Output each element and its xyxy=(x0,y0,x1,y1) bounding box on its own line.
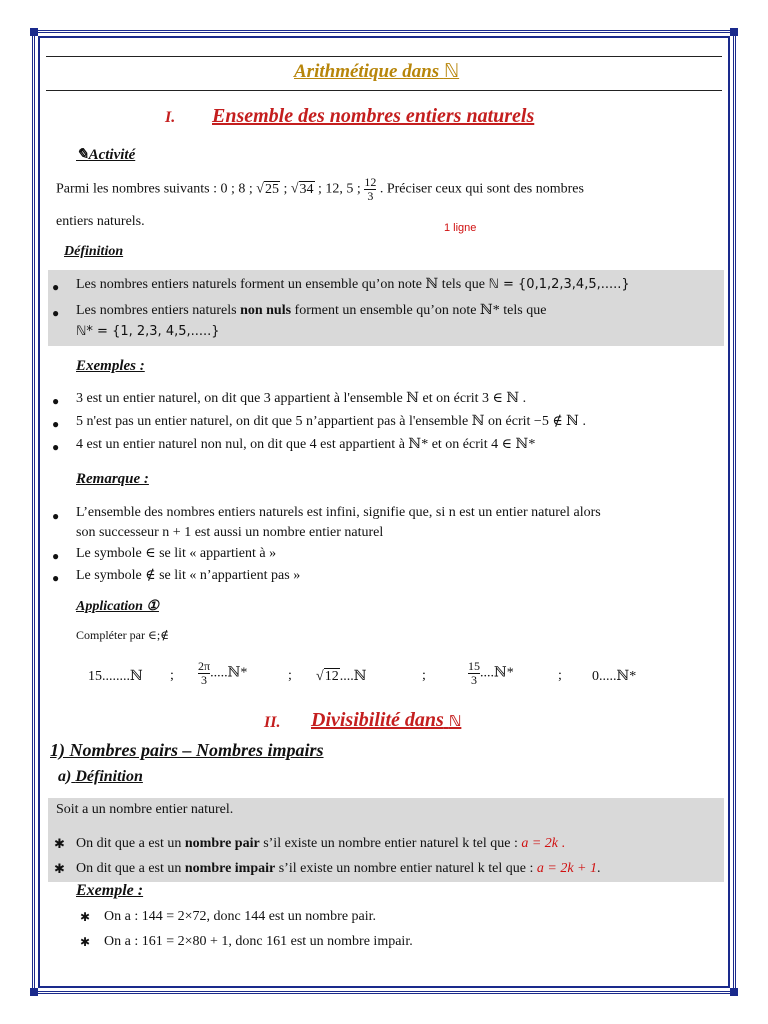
frame-corner xyxy=(30,988,38,996)
exercise-item-1: 15........ℕ xyxy=(88,669,143,684)
parity-even-equation: a = 2k xyxy=(521,836,559,851)
activite-line1 xyxy=(56,176,584,203)
subsection-title: Nombres pairs – Nombres impairs xyxy=(69,740,324,760)
page-title-set: ℕ xyxy=(443,60,460,82)
fraction xyxy=(468,660,480,687)
bullet: ● xyxy=(52,440,60,454)
exemple-even: On a : 144 = 2×72, donc 144 est un nombre pair. xyxy=(104,909,377,924)
parity-text: On dit que a est un xyxy=(76,836,182,851)
bullet: ● xyxy=(52,509,60,523)
exercise-item-3 xyxy=(316,668,366,685)
activite-label: Activité xyxy=(88,147,136,163)
frame-corner xyxy=(730,988,738,996)
definition-item2-text: forment un ensemble qu’on note ℕ* tels que xyxy=(294,303,547,318)
exercise-item-4 xyxy=(468,660,514,687)
sqrt-expression: √12 xyxy=(316,669,339,684)
asterisk-icon: ✱ xyxy=(80,935,91,949)
exemple-odd: On a : 161 = 2×80 + 1, donc 161 est un nombre impair. xyxy=(104,934,413,949)
frame-corner xyxy=(730,28,738,36)
separator: ; xyxy=(279,181,288,197)
section2-title-set: ℕ xyxy=(448,712,462,730)
parity-text: s’il existe un nombre entier naturel k tel que : xyxy=(263,836,518,851)
title-rule-top xyxy=(46,56,722,57)
bullet: ● xyxy=(52,394,60,408)
sqrt-expression: √25 xyxy=(256,181,279,197)
parity-bold: nombre impair xyxy=(184,861,276,876)
definition-item2-text: Les nombres entiers naturels xyxy=(76,303,237,318)
asterisk-icon: ✱ xyxy=(80,910,91,924)
section2-title-text: Divisibilité dans xyxy=(311,709,444,731)
exercise-separator: ; xyxy=(170,668,174,683)
frame-corner xyxy=(30,28,38,36)
definition-a-number: a) xyxy=(58,768,72,785)
activite-text: . Préciser ceux qui sont des nombres xyxy=(379,181,584,197)
exemple-item: 4 est un entier naturel non nul, on dit que 4 est appartient à ℕ* et on écrit 4 ∈ ℕ* xyxy=(76,437,536,452)
exercise-item-3-tail: ....ℕ xyxy=(339,669,367,684)
definition-a-heading xyxy=(58,768,143,786)
exercise-separator: ; xyxy=(558,668,562,683)
sqrt-radicand: 25 xyxy=(264,181,279,197)
bullet: ● xyxy=(52,417,60,431)
remarque-item1-line1: L’ensemble des nombres entiers naturels est infini, signifie que, si n est un entier naturel alors xyxy=(76,505,601,520)
exemple-item: 5 n'est pas un entier naturel, on dit que 5 n’appartient pas à l'ensemble ℕ on écrit −5 ∉ ℕ . xyxy=(76,414,586,429)
section2-number: II. xyxy=(264,714,281,731)
title-rule-bottom xyxy=(46,90,722,91)
definition-item1-set: ℕ = {0,1,2,3,4,5,.....} xyxy=(488,277,630,292)
application-instruction: Compléter par ∈;∉ xyxy=(76,628,170,642)
parity-text: On dit que a est un xyxy=(76,861,182,876)
section2-title xyxy=(311,709,461,732)
exemples-heading: Exemples : xyxy=(76,358,145,374)
parity-even-definition: On dit que a est un nombre pair s’il existe un nombre entier naturel k tel que : a = 2k . xyxy=(76,836,566,851)
bullet: ● xyxy=(52,306,60,320)
definition-item1-text: Les nombres entiers naturels forment un ensemble qu’on note ℕ tels que xyxy=(76,277,485,292)
remarque-item3: Le symbole ∉ se lit « n’appartient pas » xyxy=(76,568,301,583)
activite-heading xyxy=(76,145,135,164)
definition-item2-bold: non nuls xyxy=(240,303,292,318)
sqrt-radicand: 34 xyxy=(299,181,314,197)
fraction-numerator: 12 xyxy=(364,175,377,189)
parity-odd-equation: a = 2k + 1 xyxy=(536,861,597,876)
definition-item2-set: ℕ* = {1, 2,3, 4,5,.....} xyxy=(76,324,220,339)
bullet: ● xyxy=(52,280,60,294)
bullet: ● xyxy=(52,549,60,563)
remarque-item1-line2: son successeur n + 1 est aussi un nombre entier naturel xyxy=(76,525,384,540)
definition-heading: Définition xyxy=(64,244,124,259)
exercise-separator: ; xyxy=(288,668,292,683)
parity-odd-definition: On dit que a est un nombre impair s’il existe un nombre entier naturel k tel que : a = 2k + 1. xyxy=(76,861,601,876)
pencil-icon: ✎ xyxy=(76,147,89,163)
remarque-item2: Le symbole ∈ se lit « appartient à » xyxy=(76,546,277,561)
answer-space-note: 1 ligne xyxy=(444,222,477,234)
exercise-item-2-tail: .....ℕ* xyxy=(210,665,248,681)
page-title xyxy=(294,60,459,83)
definition-a-label: Définition xyxy=(75,768,143,785)
asterisk-icon: ✱ xyxy=(54,836,65,851)
parity-intro: Soit a un nombre entier naturel. xyxy=(56,802,234,817)
parity-bold: nombre pair xyxy=(184,836,260,851)
section1-number: I. xyxy=(165,109,176,126)
activite-line2: entiers naturels. xyxy=(56,214,145,229)
page-title-text: Arithmétique dans xyxy=(294,61,440,82)
exercise-item-4-tail: ....ℕ* xyxy=(480,665,514,681)
subsection-pairs-heading xyxy=(50,740,324,761)
fraction-numerator: 15 xyxy=(468,659,480,673)
subsection-number: 1) xyxy=(50,740,65,760)
exercise-item-2 xyxy=(198,660,247,687)
parity-text: s’il existe un nombre entier naturel k tel que : xyxy=(278,861,534,876)
sqrt-expression: √34 xyxy=(290,181,314,197)
bullet: ● xyxy=(52,571,60,585)
section1-title: Ensemble des nombres entiers naturels xyxy=(212,105,535,127)
exemple-heading: Exemple : xyxy=(76,882,144,899)
fraction-denominator: 3 xyxy=(468,673,480,687)
sqrt-radicand: 12 xyxy=(324,669,339,684)
application-heading: Application ① xyxy=(76,599,159,614)
fraction-denominator: 3 xyxy=(198,673,210,687)
remarque-heading: Remarque : xyxy=(76,471,149,487)
activite-text: ; 12, 5 ; xyxy=(314,181,361,197)
fraction xyxy=(364,176,376,203)
fraction-numerator: 2π xyxy=(198,659,211,673)
activite-text: Parmi les nombres suivants : 0 ; 8 ; xyxy=(56,181,253,197)
exercise-separator: ; xyxy=(422,668,426,683)
fraction xyxy=(198,660,210,687)
definition-item2 xyxy=(76,302,722,319)
fraction-denominator: 3 xyxy=(364,189,376,203)
exemple-item: 3 est un entier naturel, on dit que 3 appartient à l'ensemble ℕ et on écrit 3 ∈ ℕ . xyxy=(76,391,527,406)
asterisk-icon: ✱ xyxy=(54,861,65,876)
exercise-item-5: 0.....ℕ* xyxy=(592,669,637,684)
definition-item1 xyxy=(76,276,630,293)
